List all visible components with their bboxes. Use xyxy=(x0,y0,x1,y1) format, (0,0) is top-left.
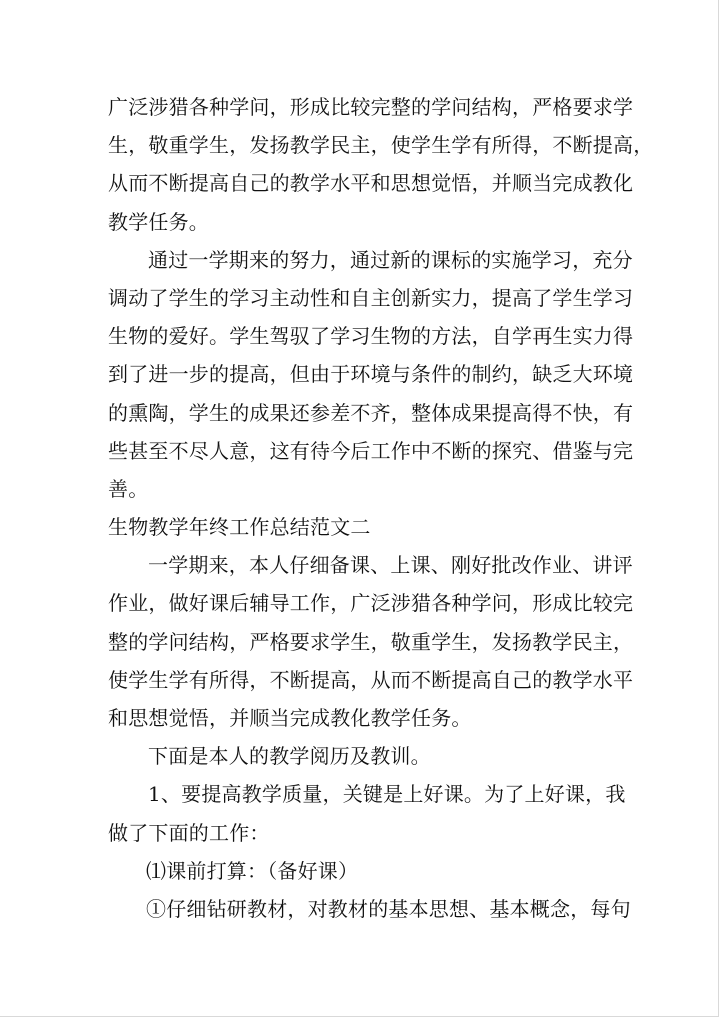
text-line: 从而不断提高自己的教学水平和思想觉悟，并顺当完成教化 xyxy=(108,171,634,196)
text-line: 的熏陶，学生的成果还参差不齐，整体成果提高得不快，有 xyxy=(108,400,634,425)
paragraph-start-line: 通过一学期来的努力，通过新的课标的实施学习，充分 xyxy=(148,247,633,272)
section-heading: 生物教学年终工作总结范文二 xyxy=(108,515,371,540)
text-line: 到了进一步的提高，但由于环境与条件的制约，缺乏大环境 xyxy=(108,362,634,387)
text-line: 作业，做好课后辅导工作，广泛涉猎各种学问，形成比较完 xyxy=(108,591,634,616)
text-line: 生物的爱好。学生驾驭了学习生物的方法，自学再生实力得 xyxy=(108,324,634,349)
text-line: 和思想觉悟，并顺当完成教化教学任务。 xyxy=(108,706,472,730)
text-line: 调动了学生的学习主动性和自主创新实力，提高了学生学习 xyxy=(108,285,634,310)
paragraph-start-line: 一学期来，本人仔细备课、上课、刚好批改作业、讲评 xyxy=(148,553,633,578)
text-line: 整的学问结构，严格要求学生，敬重学生，发扬教学民主， xyxy=(108,629,634,654)
sub-item-line: ⑴课前打算：（备好课） xyxy=(146,858,359,883)
text-line: 教学任务。 xyxy=(108,209,209,234)
text-line: 些甚至不尽人意，这有待今后工作中不断的探究、借鉴与完 xyxy=(108,438,634,463)
document-body xyxy=(108,88,654,928)
text-line: 做了下面的工作： xyxy=(108,820,270,845)
text-line: 生，敬重学生，发扬教学民主，使学生学有所得，不断提高， xyxy=(108,133,654,158)
text-line: 使学生学有所得，不断提高，从而不断提高自己的教学水平 xyxy=(108,667,634,692)
text-line: 广泛涉猎各种学问，形成比较完整的学问结构，严格要求学 xyxy=(108,95,634,119)
sub-item-line: ①仔细钻研教材，对教材的基本思想、基本概念，每句 xyxy=(146,896,631,921)
paragraph-start-line: 下面是本人的教学阅历及教训。 xyxy=(148,744,431,769)
numbered-item-line: 1、要提高教学质量，关键是上好课。为了上好课，我 xyxy=(148,782,626,807)
text-line: 善。 xyxy=(108,476,149,501)
